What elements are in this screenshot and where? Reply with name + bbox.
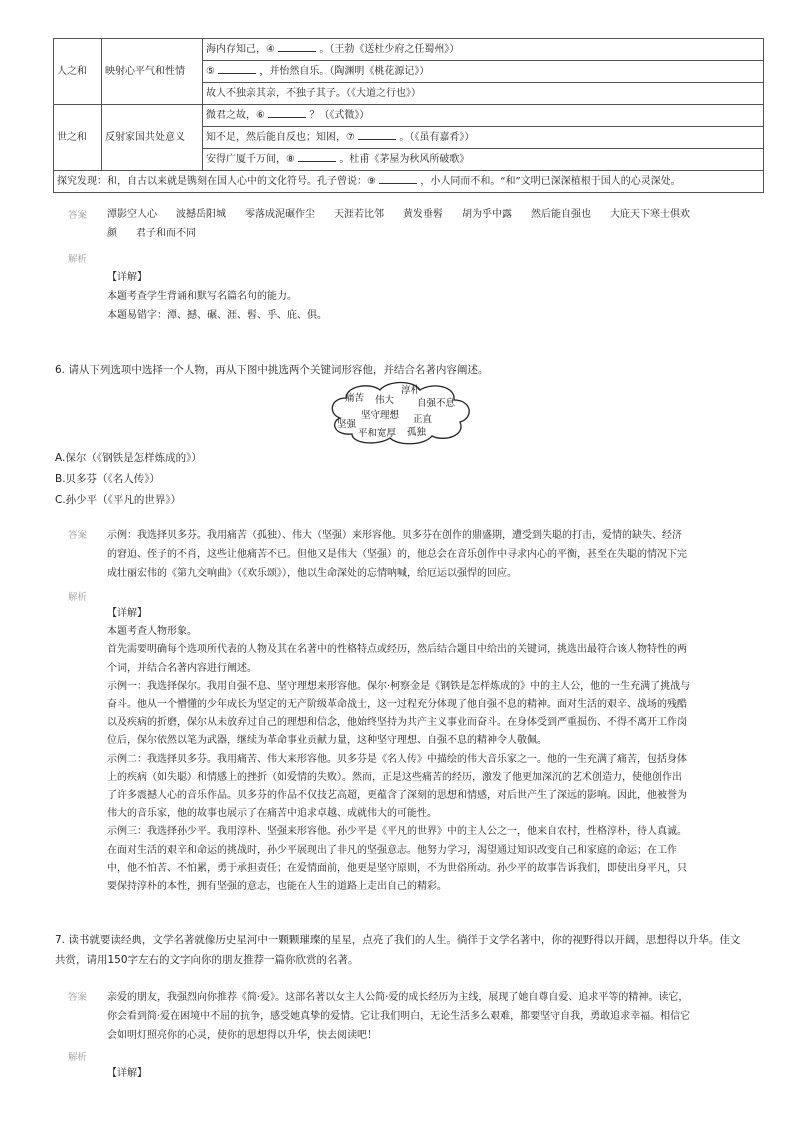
fill-blank[interactable]: [358, 130, 396, 140]
fill-blank[interactable]: [268, 108, 306, 118]
table-category-cell: 世之和: [54, 105, 102, 171]
option-b: B.贝多芬（《名人传》）: [55, 473, 161, 485]
analysis-label: 解析: [68, 592, 88, 603]
cloud-word: 平和宽厚: [358, 428, 397, 439]
table-footer-cell: 探究发现：和，自古以来就是镌刻在国人心中的文化符号。孔子曾说：⑨ ，小人同而不和。“和”文明已深深植根于国人的心灵深处。: [54, 171, 764, 193]
table-row: [54, 105, 764, 127]
table-category-cell: 人之和: [54, 39, 102, 105]
detail-heading: 【详解】: [107, 608, 147, 619]
answer-item: 君子和而不同: [136, 228, 196, 239]
answer-item: 颜: [107, 228, 117, 239]
q5-answer: [107, 207, 727, 223]
q7-analysis: [107, 1066, 717, 1082]
fill-blank[interactable]: [379, 174, 417, 184]
option-c: C.孙少平（《平凡的世界》）: [55, 494, 182, 506]
keyword-cloud: [326, 380, 474, 446]
q7-answer: 亲爱的朋友，我强烈向你推荐《简·爱》。这部名著以女主人公简·爱的成长经历为主线，展现了她自尊自爱、追求平等的精神。读它， 你会看到简·爱在困境中不屈的抗争，感受她真挚的爱情。它让我们明白，无论生活多么艰难，都要坚守自我，勇敢追求幸福。相信它 会如明灯照亮你的心灵，使你的思想得以升华，快去阅读吧！: [107, 992, 691, 1041]
fill-blank[interactable]: [298, 152, 336, 162]
answer-item: 潭影空人心: [107, 209, 157, 220]
fill-blank[interactable]: [278, 42, 316, 52]
answer-item: 胡为乎中露: [462, 209, 512, 220]
cloud-word: 孤独: [407, 427, 427, 438]
cloud-shape-icon: [326, 380, 474, 446]
q6-question: 6. 请从下列选项中选择一个人物，再从下图中挑选两个关键词形容他，并结合名著内容阐述。: [55, 364, 489, 376]
q5-answer-line2: [107, 226, 727, 242]
table-row: [54, 39, 764, 61]
detail-heading: 【详解】: [107, 1068, 147, 1079]
analysis-label: 解析: [68, 254, 88, 265]
cloud-word: 痛苦: [345, 393, 365, 404]
cloud-word: 坚守理想: [361, 410, 400, 421]
answer-label: 答案: [68, 992, 88, 1003]
analysis-label: 解析: [68, 1052, 88, 1063]
poetry-table: [53, 38, 764, 193]
table-row: [54, 171, 764, 193]
table-verse-cell: 故人不独亲其亲，不独子其子。（《大道之行也》）: [203, 83, 764, 105]
table-verse-cell: 知不足，然后能自反也；知困，⑦ 。（《虽有嘉肴》）: [203, 127, 764, 149]
q5-analysis: 【详解】 本题考查学生背诵和默写名篇名句的能力。 本题易错字：潭、撼、碾、涯、髫、乎、庇、俱。: [107, 268, 717, 325]
answer-label: 答案: [68, 530, 88, 541]
answer-item: 然后能自强也: [531, 209, 591, 220]
answer-item: 零落成泥碾作尘: [245, 209, 315, 220]
table-verse-cell: 微君之故，⑥ ？（《式微》）: [203, 105, 764, 127]
cloud-word: 自强不息: [417, 398, 456, 409]
table-verse-cell: ⑤ ，并怡然自乐。（陶渊明《桃花源记》）: [203, 61, 764, 83]
option-a: A.保尔（《钢铁是怎样炼成的》）: [55, 452, 202, 464]
answer-item: 黄发垂髫: [403, 209, 443, 220]
fill-blank[interactable]: [218, 64, 256, 74]
q7-question: 7. 读书就要读经典，文学名著就像历史星河中一颗颗璀璨的星星，点亮了我们的人生。徜徉于文学名著中，你的视野得以开阔，思想得以升华。佳文 共赏，请用150字左右的文字向你的朋友推荐一篇你欣赏的名著。: [55, 934, 741, 966]
table-meaning-cell: 映射心平气和性情: [102, 39, 203, 105]
answer-item: 波撼岳阳城: [176, 209, 226, 220]
answer-item: 天涯若比邻: [334, 209, 384, 220]
answer-label: 答案: [68, 210, 88, 221]
q6-answer: 示例：我选择贝多芬。我用痛苦（孤独）、伟大（坚强）来形容他。贝多芬在创作的鼎盛期，遭受到失聪的打击，爱情的缺失、经济 的窘迫、侄子的不肖，这些让他痛苦不已。但他又是伟大（坚强）的，他总会在音乐创作中寻求内心的平衡，甚至在失聪的情况下完 成壮丽宏伟的《第九交响曲》（《欢乐颂》），他以生命深处的忘情呐喊，给厄运以强悍的回应。: [107, 530, 687, 579]
answer-item: 大庇天下寒士俱欢: [610, 209, 690, 220]
cloud-word: 淳朴: [401, 385, 421, 396]
q6-analysis: 【详解】 本题考查人物形象。 首先需要明确每个选项所代表的人物及其在名著中的性格特点或经历，然后结合题目中给出的关键词，挑选出最符合该人物特性的两 个词，并结合名著内容进行阐述。 示例一：我选择保尔。我用自强不息、坚守理想来形容他。保尔·柯察金是《钢铁是怎样炼成的》中的主人公，他的一生充满了挑战与 奋斗。他从一个懵懂的少年成长为坚定的无产阶级革命战士，这一过程充分体现了他自强不息的精神。面对生活的艰辛、战场的残酷 以及疾病的折磨，保尔从未放弃过自己的理想和信念，他始终坚持为共产主义事业而奋斗。在身体受到严重损伤、不得不离开工作岗 位后，保尔依然以笔为武器，继续为革命事业贡献力量，这种坚守理想、自强不息的精神令人敬佩。 示例二：我选择贝多芬。我用痛苦、伟大来形容他。贝多芬是《名人传》中描绘的伟大音乐家之一。他的一生充满了痛苦，包括身体 上的疾病（如失聪）和情感上的挫折（如爱情的失败）。然而，正是这些痛苦的经历，激发了他更加深沉的艺术创造力，使他创作出 了许多震撼人心的音乐作品。贝多芬的作品不仅技艺高超，更蕴含了深刻的思想和情感，对后世产生了深远的影响。因此，他被誉为 伟大的音乐家，他的故事也展示了在痛苦中追求卓越、成就伟大的可能性。 示例三：我选择孙少平。我用淳朴、坚强来形容他。孙少平是《平凡的世界》中的主人公之一，他来自农村，性格淳朴，待人真诚。 在面对生活的艰辛和命运的挑战时，孙少平展现出了非凡的坚强意志。他努力学习，渴望通过知识改变自己和家庭的命运；在工作 中，他不怕苦、不怕累，勇于承担责任；在爱情面前，他更是坚守原则，不为世俗所动。孙少平的故事告诉我们，即使出身平凡，只 要保持淳朴的本性，拥有坚强的意志，也能在人生的道路上走出自己的精彩。: [107, 605, 717, 896]
table-verse-cell: 海内存知己，④ 。（王勃《送杜少府之任蜀州》）: [203, 39, 764, 61]
detail-heading: 【详解】: [107, 272, 147, 283]
cloud-word: 正直: [413, 414, 433, 425]
cloud-word: 伟大: [375, 395, 395, 406]
table-meaning-cell: 反射家国共处意义: [102, 105, 203, 171]
cloud-word: 坚强: [337, 419, 357, 430]
table-verse-cell: 安得广厦千万间，⑧ 。杜甫《茅屋为秋风所破歌》: [203, 149, 764, 171]
